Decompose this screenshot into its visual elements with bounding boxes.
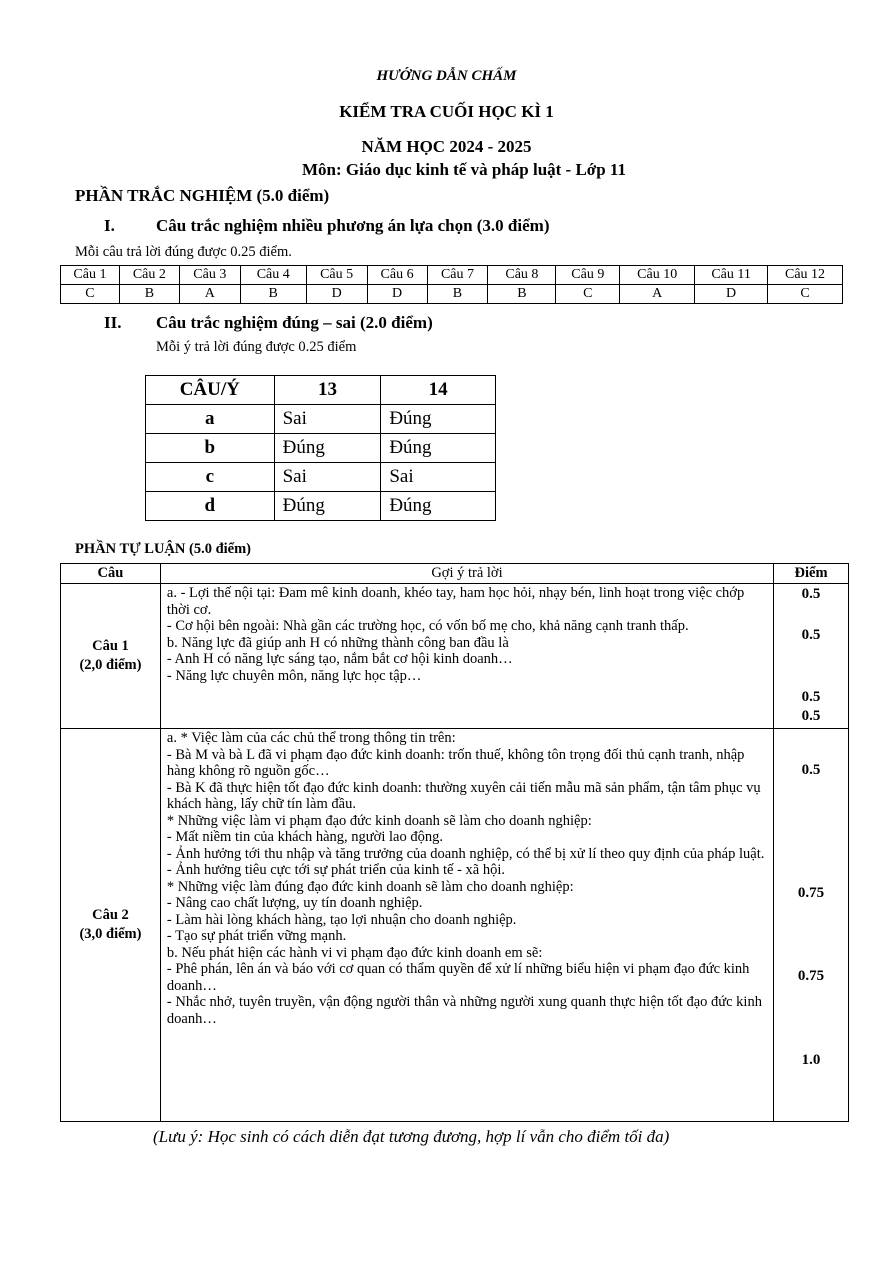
sec1-title: Câu trắc nghiệm nhiều phương án lựa chọn (3.0 điểm) <box>156 216 550 235</box>
score-value: 0.75 <box>797 968 825 984</box>
q1-label-cell <box>61 584 161 729</box>
mc-answer-row <box>61 285 843 304</box>
mc-answer-cell: B <box>240 285 306 304</box>
q1-label: Câu 1 <box>92 638 129 654</box>
q1-content <box>160 584 773 729</box>
essay-row-q1 <box>61 584 849 729</box>
score-value: 1.0 <box>801 1052 821 1068</box>
tf-row <box>146 405 496 434</box>
tf-item-cell: b <box>146 434 275 463</box>
tf-item-cell: d <box>146 492 275 521</box>
answer-line: - Mất niềm tin của khách hàng, người lao động. <box>166 829 443 845</box>
answer-line: - Tạo sự phát triển vững mạnh. <box>166 928 347 944</box>
answer-line: - Làm hài lòng khách hàng, tạo lợi nhuận cho doanh nghiệp. <box>166 911 517 928</box>
score-value: 0.5 <box>801 586 821 602</box>
score-value: 0.5 <box>801 762 821 778</box>
answer-line: - Anh H có năng lực sáng tạo, nắm bắt cơ hội kinh doanh… <box>166 651 513 667</box>
mc-answer-cell: D <box>367 285 427 304</box>
tf-value-cell: Sai <box>381 463 496 492</box>
mc-question-row <box>61 266 843 285</box>
answer-line: - Cơ hội bên ngoài: Nhà gần các trường học, có vốn bố mẹ cho, khả năng cạnh tranh thấp. <box>166 618 689 634</box>
tf-value-cell: Đúng <box>274 492 381 521</box>
tf-item-cell: a <box>146 405 275 434</box>
q2-label-cell <box>61 729 161 1122</box>
essay-header-row <box>61 564 849 584</box>
part1-title: PHẦN TRẮC NGHIỆM (5.0 điểm) <box>75 186 330 205</box>
answer-line: a. - Lợi thế nội tại: Đam mê kinh doanh, khéo tay, ham học hỏi, nhạy bén, linh hoạt trong việc chớp thời cơ. <box>166 585 745 618</box>
mc-question-cell: Câu 11 <box>695 266 768 285</box>
col-header-cau: Câu <box>61 564 161 584</box>
mc-answer-table <box>60 265 843 304</box>
tf-row <box>146 492 496 521</box>
score-value: 0.5 <box>801 627 821 643</box>
mc-answer-cell: B <box>119 285 179 304</box>
mc-question-cell: Câu 12 <box>768 266 843 285</box>
col-header-diem: Điểm <box>774 564 849 584</box>
doc-label: HƯỚNG DẪN CHẤM <box>376 68 517 84</box>
tf-header-row <box>146 376 496 405</box>
tf-row <box>146 434 496 463</box>
mc-question-cell: Câu 4 <box>240 266 306 285</box>
tf-header-cell: CÂU/Ý <box>146 376 275 405</box>
tf-value-cell: Đúng <box>381 434 496 463</box>
answer-line: - Bà K đã thực hiện tốt đạo đức kinh doanh: thường xuyên cải tiến mẫu mã sản phẩm, tận tâm phục vụ khách hàng, lấy chữ tín làm đầu. <box>166 779 761 812</box>
school-year: NĂM HỌC 2024 - 2025 <box>361 137 532 156</box>
q1-score-cell <box>774 584 849 729</box>
sec1-note: Mỗi câu trả lời đúng được 0.25 điểm. <box>75 244 292 260</box>
part2-title: PHẦN TỰ LUẬN (5.0 điểm) <box>75 541 252 557</box>
tf-answer-table <box>145 375 496 521</box>
score-value: 0.5 <box>801 708 821 724</box>
answer-line: - Phê phán, lên án và báo với cơ quan có thẩm quyền để xử lí những biểu hiện vi phạm đạo đức kinh doanh… <box>166 961 750 994</box>
tf-header-cell: 14 <box>381 376 496 405</box>
mc-question-cell: Câu 5 <box>306 266 367 285</box>
tf-row <box>146 463 496 492</box>
mc-answer-cell: C <box>61 285 120 304</box>
tf-value-cell: Đúng <box>274 434 381 463</box>
mc-answer-cell: A <box>620 285 695 304</box>
exam-title: KIỂM TRA CUỐI HỌC KÌ 1 <box>339 102 554 121</box>
mc-question-cell: Câu 10 <box>620 266 695 285</box>
mc-question-cell: Câu 7 <box>427 266 488 285</box>
answer-line: b. Nếu phát hiện các hành vi vi phạm đạo đức kinh doanh em sẽ: <box>166 944 543 961</box>
mc-answer-cell: D <box>695 285 768 304</box>
tf-value-cell: Sai <box>274 463 381 492</box>
score-value: 0.5 <box>801 689 821 705</box>
answer-line: a. * Việc làm của các chủ thể trong thông tin trên: <box>166 730 456 746</box>
q1-points: (2,0 điểm) <box>79 657 142 673</box>
mc-answer-cell: A <box>179 285 240 304</box>
answer-line: - Nhắc nhở, tuyên truyền, vận động người thân và những người xung quanh thực hiện tốt đạo đức kinh doanh… <box>166 994 762 1027</box>
mc-answer-cell: D <box>306 285 367 304</box>
mc-question-cell: Câu 1 <box>61 266 120 285</box>
q2-score-cell <box>774 729 849 1122</box>
answer-line: - Bà M và bà L đã vi phạm đạo đức kinh doanh: trốn thuế, không tôn trọng đối thủ cạnh tranh, nhập hàng không rõ nguồn gốc… <box>166 746 745 779</box>
sec2-title: Câu trắc nghiệm đúng – sai (2.0 điểm) <box>156 313 433 332</box>
answer-line: * Những việc làm đúng đạo đức kinh doanh sẽ làm cho doanh nghiệp: <box>166 878 574 895</box>
q2-content <box>160 729 773 1122</box>
mc-answer-cell: C <box>556 285 620 304</box>
score-value: 0.75 <box>797 885 825 901</box>
answer-line: - Năng lực chuyên môn, năng lực học tập… <box>166 667 422 684</box>
q2-label: Câu 2 <box>92 907 129 923</box>
mc-question-cell: Câu 3 <box>179 266 240 285</box>
answer-line: * Những việc làm vi phạm đạo đức kinh doanh sẽ làm cho doanh nghiệp: <box>166 812 592 829</box>
mc-question-cell: Câu 8 <box>488 266 556 285</box>
mc-question-cell: Câu 2 <box>119 266 179 285</box>
mc-answer-cell: C <box>768 285 843 304</box>
answer-line: - Nâng cao chất lượng, uy tín doanh nghiệp. <box>166 895 423 911</box>
essay-table <box>60 563 849 1122</box>
essay-row-q2 <box>61 729 849 1122</box>
mc-question-cell: Câu 6 <box>367 266 427 285</box>
mc-answer-cell: B <box>427 285 488 304</box>
tf-value-cell: Đúng <box>381 405 496 434</box>
sec2-note: Mỗi ý trả lời đúng được 0.25 điểm <box>156 339 357 355</box>
sec1-number: I. <box>104 216 115 235</box>
subject-line: Môn: Giáo dục kinh tế và pháp luật - Lớp 11 <box>302 160 626 179</box>
sec2-number: II. <box>104 313 122 332</box>
answer-line: - Ảnh hưởng tới thu nhập và tăng trưởng của doanh nghiệp, có thể bị xử lí theo quy định của pháp luật. <box>166 845 765 862</box>
tf-value-cell: Đúng <box>381 492 496 521</box>
answer-line: - Ảnh hưởng tiêu cực tới sự phát triển của kinh tế - xã hội. <box>166 862 505 878</box>
tf-item-cell: c <box>146 463 275 492</box>
mc-question-cell: Câu 9 <box>556 266 620 285</box>
tf-value-cell: Sai <box>274 405 381 434</box>
tf-header-cell: 13 <box>274 376 381 405</box>
footnote: (Lưu ý: Học sinh có cách diễn đạt tương đương, hợp lí vẫn cho điểm tối đa) <box>153 1127 670 1146</box>
answer-line: b. Năng lực đã giúp anh H có những thành công ban đầu là <box>166 634 509 651</box>
col-header-goiy: Gợi ý trả lời <box>160 564 773 584</box>
q2-points: (3,0 điểm) <box>79 926 142 942</box>
mc-answer-cell: B <box>488 285 556 304</box>
